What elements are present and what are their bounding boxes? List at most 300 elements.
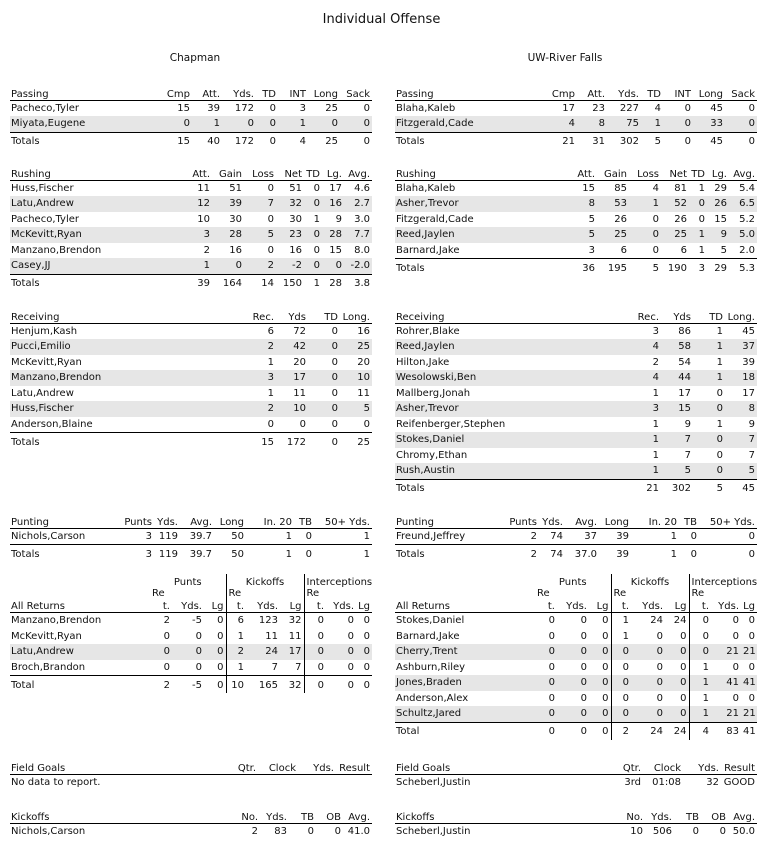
spacer — [711, 588, 741, 599]
column-header: Lg — [356, 599, 372, 613]
total-cell: 5 — [716, 483, 723, 494]
stat-cell: 2 — [244, 258, 276, 274]
stat-cell: 0 — [589, 675, 611, 691]
total-cell: 0 — [305, 548, 312, 560]
stat-cell: 9 — [684, 418, 691, 430]
stat-cell: 6 — [661, 243, 689, 259]
stat-cell: 1 — [652, 449, 659, 461]
table-row — [10, 386, 372, 402]
stat-cell: 5 — [725, 463, 757, 479]
column-header: Avg. — [729, 164, 757, 180]
column-header: 50+ Yds. — [314, 512, 372, 528]
stat-cell: 1 — [246, 528, 294, 545]
stat-cell: 41.0 — [347, 825, 370, 837]
column-header: In. 20 — [631, 512, 679, 528]
group-header: Interceptions — [306, 577, 373, 588]
stat-cell: 0 — [340, 116, 372, 132]
player-name: Miyata,Eugene — [10, 116, 160, 132]
column-header: Result — [336, 758, 372, 774]
spacer — [10, 574, 150, 588]
stat-cell: 0 — [580, 615, 587, 627]
stat-cell: 0 — [204, 629, 226, 645]
total-cell: 37.0 — [574, 548, 597, 560]
all-returns-section — [10, 574, 372, 693]
section-heading: Punting — [395, 512, 505, 528]
subheader-re: Re — [152, 588, 165, 599]
stat-cell: 0 — [535, 706, 557, 722]
stat-cell: 1 — [314, 528, 372, 545]
stat-cell: 0 — [702, 630, 710, 642]
group-header: Interceptions — [691, 577, 758, 588]
stat-cell: 32 — [706, 776, 719, 788]
table-row — [395, 243, 757, 259]
total-cell: 2 — [163, 679, 170, 691]
stat-cell: 0 — [719, 825, 726, 837]
table-row — [395, 323, 757, 339]
column-header: TB — [294, 512, 314, 528]
total-cell: 28 — [329, 278, 342, 289]
stat-cell: 0 — [347, 630, 355, 642]
stat-cell: 11 — [357, 387, 370, 399]
totals-label: Totals — [396, 483, 425, 494]
total-cell: 1 — [313, 278, 320, 289]
stat-cell: 3 — [240, 370, 276, 386]
stat-cell: 0 — [589, 660, 611, 676]
stat-cell: 0 — [548, 630, 555, 642]
column-header: Rec. — [625, 307, 661, 323]
table-row — [395, 528, 757, 545]
stat-cell: 28 — [212, 227, 244, 243]
column-header: Qtr. — [224, 758, 258, 774]
stat-cell: 85 — [614, 182, 627, 194]
subheader-re: Re — [691, 588, 705, 599]
column-header: Sack — [725, 84, 757, 100]
all-returns-table — [395, 574, 757, 740]
stat-cell: 5.4 — [739, 182, 755, 194]
player-name: Nichols,Carson — [11, 825, 86, 837]
column-header: Loss — [629, 164, 661, 180]
total-cell: 25 — [325, 136, 338, 147]
stat-cell: 0 — [732, 615, 740, 627]
stat-cell: 25 — [340, 339, 372, 355]
player-name: Hilton,Jake — [396, 356, 450, 368]
column-header: Long. — [725, 307, 757, 323]
stat-cell: 16 — [229, 244, 242, 256]
stat-cell: 1 — [237, 630, 245, 642]
total-cell: 164 — [222, 278, 242, 289]
player-name: Pacheco,Tyler — [11, 102, 80, 114]
totals-row — [395, 479, 757, 497]
column-header: TD — [693, 307, 725, 323]
table-row — [10, 660, 372, 676]
total-cell: 36 — [582, 262, 595, 274]
table-row — [395, 196, 757, 212]
stat-cell: 7 — [684, 449, 691, 461]
stat-cell: 0 — [240, 417, 276, 433]
totals-row — [10, 676, 372, 694]
kickoffs-section — [395, 807, 757, 839]
stat-cell: 39 — [212, 196, 244, 212]
stat-cell: 10 — [630, 825, 643, 837]
stat-cell: 0 — [267, 182, 274, 194]
column-header: Yds. — [631, 599, 665, 613]
stat-cell: 0 — [693, 401, 725, 417]
stat-cell: 01:08 — [652, 776, 681, 788]
column-header: Lg — [741, 599, 757, 613]
stat-cell: 0 — [656, 661, 664, 673]
stat-cell: 3 — [567, 243, 597, 259]
stat-cell: 17 — [329, 182, 342, 194]
total-cell: 1 — [670, 548, 677, 560]
rushing-section — [395, 164, 757, 276]
totals-label: Totals — [11, 548, 40, 560]
stat-cell: 5 — [661, 463, 693, 479]
stat-cell: 21 — [741, 706, 757, 722]
stat-cell: 0 — [304, 258, 322, 274]
stat-cell: 0 — [665, 629, 689, 645]
stat-cell: 0 — [548, 661, 555, 673]
stat-cell: 21 — [711, 644, 741, 660]
receiving-table — [395, 307, 757, 497]
group-header: Punts — [150, 574, 226, 588]
table-row — [10, 528, 372, 545]
column-header: Att. — [567, 164, 597, 180]
total-cell: 0 — [204, 676, 226, 694]
column-header: Yds. — [172, 599, 204, 613]
column-header: t. — [304, 599, 326, 613]
stat-cell: 2 — [505, 528, 539, 545]
spacer — [246, 588, 280, 599]
table-row — [10, 613, 372, 629]
header-row — [10, 512, 372, 528]
stat-cell: 3.0 — [354, 213, 370, 225]
stat-cell: 7 — [244, 196, 276, 212]
total-cell: 150 — [282, 278, 302, 289]
subheader-re: Re — [228, 588, 242, 599]
header-row — [395, 512, 757, 528]
player-name: Latu,Andrew — [11, 387, 74, 399]
stat-cell: 1 — [267, 356, 274, 368]
table-row — [395, 339, 757, 355]
stat-cell: 6 — [237, 615, 245, 627]
table-row — [395, 448, 757, 464]
stat-cell: 9 — [748, 418, 755, 430]
stat-cell: 0 — [580, 630, 587, 642]
table-row — [395, 417, 757, 433]
table-row — [395, 386, 757, 402]
total-cell: 21 — [646, 483, 659, 494]
table-row — [10, 227, 372, 243]
column-header: TB — [674, 807, 701, 823]
stat-cell: 0 — [304, 196, 322, 212]
player-name: Cherry,Trent — [395, 644, 535, 660]
stat-cell: 25 — [325, 102, 338, 114]
stat-cell: 17 — [742, 387, 755, 399]
column-header: Yds. — [557, 599, 589, 613]
stat-cell: 8.0 — [354, 244, 370, 256]
all-returns-table — [10, 574, 372, 693]
column-header: Yds — [661, 307, 693, 323]
table-row — [395, 660, 757, 676]
stat-cell: 0 — [684, 102, 691, 114]
stat-cell: 0 — [356, 644, 372, 660]
column-header: In. 20 — [246, 512, 294, 528]
player-name: Stokes,Daniel — [395, 432, 625, 448]
total-cell: 40 — [207, 136, 220, 147]
column-header: Lg. — [322, 164, 344, 180]
spacer — [10, 588, 150, 599]
stat-cell: 0 — [195, 630, 202, 642]
stat-cell: 0 — [656, 630, 664, 642]
stat-cell: 5 — [588, 213, 595, 225]
section-heading: All Returns — [395, 599, 535, 613]
empty-message: No data to report. — [11, 776, 101, 788]
stat-cell: 0 — [679, 528, 699, 545]
total-cell: 24 — [665, 722, 689, 740]
stat-cell: 18 — [725, 370, 757, 386]
column-header: OB — [701, 807, 728, 823]
column-header: Lg — [589, 599, 611, 613]
table-row — [10, 323, 372, 339]
field-goals-section — [395, 758, 757, 790]
team-name: Chapman — [169, 52, 221, 64]
stat-cell: 123 — [258, 615, 279, 627]
stat-cell: 51 — [229, 182, 242, 194]
total-cell: 0 — [748, 136, 755, 147]
player-name: Rohrer,Blake — [396, 325, 460, 337]
stat-cell: 0 — [665, 706, 689, 722]
column-header: Avg. — [728, 807, 757, 823]
stat-cell: 0 — [699, 528, 757, 545]
stat-cell: 50.0 — [732, 825, 755, 837]
stat-cell: 3 — [299, 102, 306, 114]
column-header: Lg — [280, 599, 304, 613]
totals-row — [395, 545, 757, 563]
table-row — [10, 116, 372, 132]
total-cell: 3.8 — [354, 278, 370, 289]
section-heading: Passing — [395, 84, 545, 100]
stat-cell: 83 — [274, 825, 287, 837]
total-cell: 0 — [331, 436, 338, 448]
stat-cell: 0 — [725, 116, 757, 132]
spacer — [631, 588, 665, 599]
totals-row — [10, 545, 372, 563]
stat-cell: 1 — [267, 387, 274, 399]
table-row — [395, 644, 757, 660]
total-cell: 4 — [299, 136, 306, 147]
stat-cell: 1 — [702, 661, 710, 673]
stat-cell: 0 — [269, 102, 276, 114]
player-name: Huss,Fischer — [11, 182, 74, 194]
stat-cell: 20 — [357, 356, 370, 368]
stat-cell: 0 — [611, 644, 631, 660]
stat-cell: 32 — [280, 613, 304, 629]
stat-cell: 0 — [716, 449, 723, 461]
receiving-section — [395, 307, 757, 497]
totals-label: Totals — [396, 262, 425, 274]
header-row — [395, 807, 757, 823]
total-cell: 4 — [702, 726, 710, 737]
table-row — [395, 401, 757, 417]
table-row — [10, 401, 372, 417]
stat-cell: 11 — [293, 387, 306, 399]
total-cell: 39 — [197, 278, 210, 289]
stat-cell: 0 — [748, 692, 756, 704]
stat-cell: 25 — [597, 227, 629, 243]
column-header: Punts — [505, 512, 539, 528]
stat-cell: 0 — [732, 661, 740, 673]
column-header: Long. — [340, 307, 372, 323]
stat-cell: 12 — [182, 196, 212, 212]
stat-cell: 0 — [304, 644, 326, 660]
player-name: Scheberl,Justin — [396, 825, 471, 837]
stat-cell: 0 — [589, 691, 611, 707]
stat-cell: 1 — [689, 675, 711, 691]
stat-cell: 0 — [308, 401, 340, 417]
stat-cell: 0 — [580, 661, 587, 673]
column-header: Avg. — [180, 512, 214, 528]
stat-cell: 39 — [207, 102, 220, 114]
stat-cell: 2 — [240, 401, 276, 417]
stat-cell: 0 — [308, 339, 340, 355]
spacer — [204, 588, 226, 599]
all-returns-section — [395, 574, 757, 740]
spacer — [326, 588, 356, 599]
table-row — [395, 355, 757, 371]
column-header: Yds. — [645, 807, 674, 823]
section-heading: Field Goals — [395, 758, 609, 774]
player-name: McKevitt,Ryan — [11, 356, 82, 368]
stat-cell: 11 — [280, 629, 304, 645]
stat-cell: 0 — [334, 825, 341, 837]
column-header: Yds. — [607, 84, 641, 100]
column-header: No. — [235, 807, 260, 823]
column-header: Punts — [120, 512, 154, 528]
stat-cell: 0 — [322, 258, 344, 274]
table-row — [10, 180, 372, 196]
section-heading: Rushing — [10, 164, 182, 180]
stat-cell: 0 — [331, 325, 338, 337]
stat-cell: 9 — [335, 213, 342, 225]
total-cell: 74 — [550, 548, 563, 560]
stat-cell: 0 — [267, 244, 274, 256]
stat-cell: 16 — [322, 196, 344, 212]
stat-cell: 0 — [276, 417, 308, 433]
stat-cell: 0 — [702, 615, 710, 627]
stat-cell: 0 — [356, 660, 372, 676]
stat-cell: 0 — [689, 196, 707, 212]
stat-cell: 11 — [265, 630, 279, 642]
total-cell: 39.7 — [189, 548, 212, 560]
totals-row — [395, 722, 757, 740]
spacer — [395, 588, 535, 599]
total-cell: 0 — [363, 679, 371, 691]
stat-cell: 39 — [742, 356, 755, 368]
stat-cell: 0 — [589, 706, 611, 722]
section-heading: Kickoffs — [395, 807, 620, 823]
stat-cell: 24 — [665, 613, 689, 629]
stat-cell: 81 — [674, 182, 687, 194]
stat-cell: 45 — [742, 325, 755, 337]
stat-cell: -2.0 — [344, 258, 372, 274]
stat-cell: 4 — [545, 116, 577, 132]
stat-cell: 2.7 — [344, 196, 372, 212]
stat-cell: 23 — [592, 102, 605, 114]
total-cell: 2 — [530, 548, 537, 560]
header-row — [395, 164, 757, 180]
column-header: TD — [256, 84, 278, 100]
column-header: Long — [308, 84, 340, 100]
stat-cell: 54 — [678, 356, 691, 368]
group-header: Kickoffs — [226, 574, 304, 588]
column-header: t. — [689, 599, 711, 613]
total-cell: 0 — [317, 679, 325, 691]
stat-cell: 1 — [629, 196, 661, 212]
stat-cell: 0 — [308, 116, 340, 132]
total-cell: 0 — [347, 679, 355, 691]
column-header: Cmp — [160, 84, 192, 100]
stat-cell: 1 — [625, 432, 661, 448]
table-row — [10, 100, 372, 116]
stat-cell: 1 — [689, 227, 707, 243]
table-row — [395, 180, 757, 196]
stat-cell: 0 — [204, 613, 226, 629]
player-name: Manzano,Brendon — [11, 615, 102, 627]
total-cell: 302 — [671, 483, 691, 494]
stat-cell: 8 — [725, 401, 757, 417]
stat-cell: 3 — [182, 227, 212, 243]
column-header: Yds. — [154, 512, 180, 528]
column-header: Rec. — [240, 307, 276, 323]
stat-cell: 0 — [317, 615, 325, 627]
total-cell: 3 — [698, 262, 705, 274]
player-name: Huss,Fischer — [10, 401, 240, 417]
stat-cell: 0 — [308, 417, 340, 433]
totals-label: Totals — [11, 136, 40, 147]
stat-cell: 0 — [363, 630, 371, 642]
column-header: Avg. — [343, 807, 372, 823]
stat-cell: 1 — [622, 615, 630, 627]
stat-cell: 1 — [313, 213, 320, 225]
header-row — [395, 307, 757, 323]
stat-cell: 1 — [278, 116, 308, 132]
stat-cell: 0 — [622, 692, 630, 704]
stat-cell: 39.7 — [180, 528, 214, 545]
total-cell: 25 — [357, 436, 370, 448]
player-name: Fitzgerald,Cade — [395, 116, 545, 132]
table-row — [395, 116, 757, 132]
total-cell: 165 — [258, 679, 279, 691]
section-heading: Receiving — [10, 307, 240, 323]
stat-cell: 0 — [304, 660, 326, 676]
stat-cell: 0 — [172, 644, 204, 660]
player-name: Latu,Andrew — [10, 644, 150, 660]
stat-cell: 32 — [276, 196, 304, 212]
player-name: Broch,Brandon — [10, 660, 150, 676]
subheader-row — [10, 588, 372, 599]
column-header: Gain — [212, 164, 244, 180]
total-cell: 83 — [726, 726, 740, 737]
column-header: Net — [276, 164, 304, 180]
total-cell: 29 — [714, 262, 727, 274]
stat-cell: 2 — [251, 825, 258, 837]
stat-cell: 0 — [631, 706, 665, 722]
header-row — [10, 807, 372, 823]
column-header: Yds. — [711, 599, 741, 613]
stat-cell: 3 — [652, 325, 659, 337]
stat-cell: 3 — [625, 401, 661, 417]
column-header: Lg. — [707, 164, 729, 180]
